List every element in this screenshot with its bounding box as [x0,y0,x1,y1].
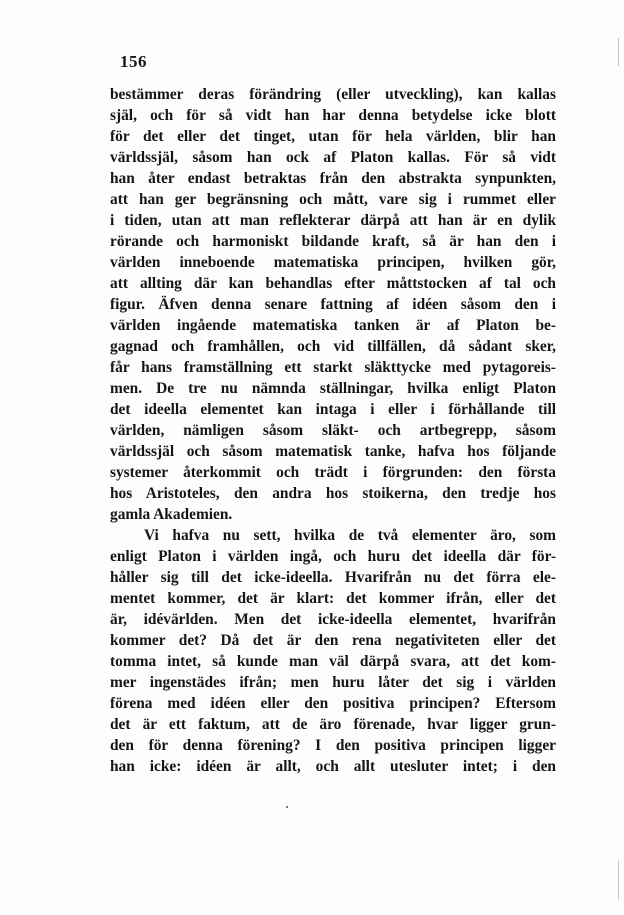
text-line: Vi hafva nu sett, hvilka de två elementer äro, som [144,527,556,544]
text-line: det är ett faktum, att de äro förenade, hvar ligger grun- [110,716,556,733]
text-line: men. De tre nu nämnda ställningar, hvilka enligt Platon [110,380,556,397]
body-text [110,84,556,777]
text-line: får hans framställning ett starkt släkttycke med pytagoreis- [110,359,556,376]
text-line: systemer återkommit och trädt i förgrunden: den första [110,464,556,481]
text-line: tomma intet, så kunde man väl därpå svara, att det kom- [110,653,556,670]
text-line: gagnad och framhållen, och vid tillfällen, då sådant sker, [110,338,556,355]
text-line: håller sig till det icke-ideella. Hvarifrån nu det förra ele- [110,569,556,586]
page-edge-mark [618,860,619,900]
text-line: den för denna förening? I den positiva principen ligger [110,737,556,754]
text-line: är, idévärlden. Men det icke-ideella elementet, hvarifrån [110,611,556,628]
text-line: att han ger begränsning och mått, vare sig i rummet eller [110,191,556,208]
text-line: mer ingenstädes ifrån; men huru låter det sig i världen [110,674,556,691]
text-line: världen, nämligen såsom släkt- och artbegrepp, såsom [110,422,556,439]
text-line: gamla Akademien. [110,506,233,523]
text-line: hos Aristoteles, den andra hos stoikerna, den tredje hos [110,485,556,502]
text-line: för det eller det tinget, utan för hela världen, blir han [110,128,556,145]
text-line: mentet kommer, det är klart: det kommer ifrån, eller det [110,590,556,607]
text-line: det ideella elementet kan intaga i eller i förhållande till [110,401,556,418]
text-line: bestämmer deras förändring (eller utveckling), kan kallas [110,86,556,103]
text-line: världssjäl, såsom han ock af Platon kallas. För så vidt [110,149,556,166]
text-line: rörande och harmoniskt bildande kraft, så är han den i [110,233,556,250]
text-line: världssjäl och såsom matematisk tanke, hafva hos följande [110,443,556,460]
text-line: världen inneboende matematiska principen, hvilken gör, [110,254,556,271]
print-speck [286,806,288,808]
text-line: kommer det? Då det är den rena negativiteten eller det [110,632,556,649]
page-number: 156 [120,52,147,71]
text-line: figur. Äfven denna senare fattning af idéen såsom den i [110,296,556,313]
text-line: världen ingående matematiska tanken är af Platon be- [110,317,556,334]
text-line: förena med idéen eller den positiva principen? Eftersom [110,695,556,712]
text-line: enligt Platon i världen ingå, och huru det ideella där för- [110,548,556,565]
text-line: han icke: idéen är allt, och allt utesluter intet; i den [110,758,556,775]
text-line: i tiden, utan att man reflekterar därpå att han är en dylik [110,212,556,229]
text-line: själ, och för så vidt han har denna betydelse icke blott [110,107,556,124]
page-edge-mark [618,38,619,66]
text-line: att allting där kan behandlas efter måttstocken af tal och [110,275,556,292]
text-line: han åter endast betraktas från den abstrakta synpunkten, [110,170,556,187]
